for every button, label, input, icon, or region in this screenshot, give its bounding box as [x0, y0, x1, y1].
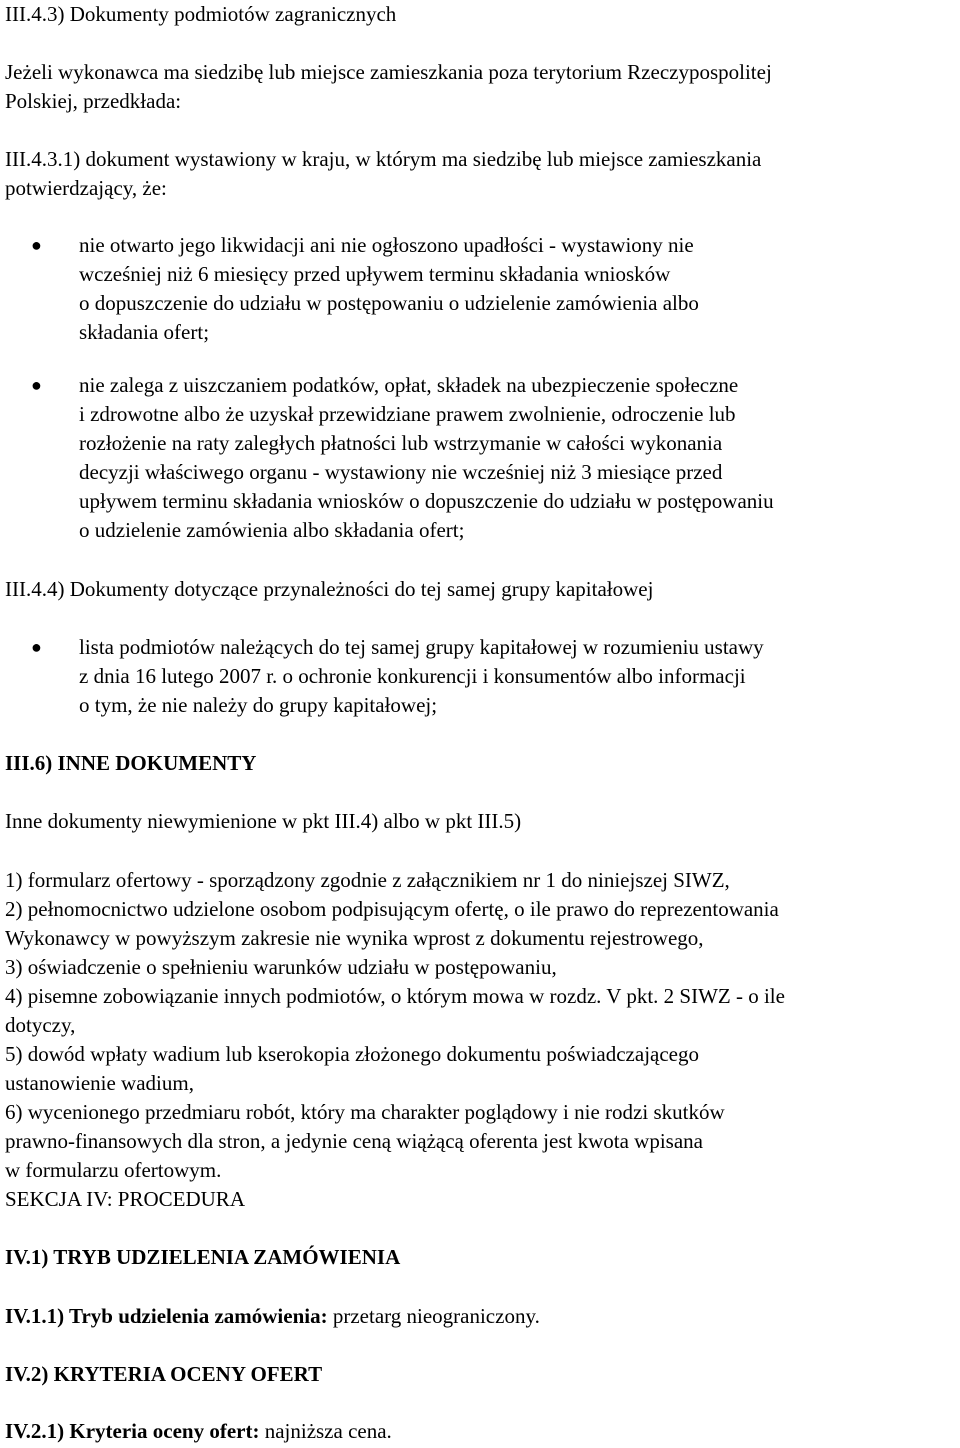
value-iv-2-1: najniższa cena. [259, 1419, 392, 1443]
list-item-line: 3) oświadczenie o spełnieniu warunków udziału w postępowaniu, [5, 955, 557, 979]
list-item-line: nie zalega z uiszczaniem podatków, opłat, składek na ubezpieczenie społeczne [79, 373, 739, 397]
list-item-line: o udzielenie zamówienia albo składania ofert; [79, 518, 465, 542]
label-iv-2-1: IV.2.1) Kryteria oceny ofert: [5, 1419, 260, 1443]
list-item-line: lista podmiotów należących do tej samej grupy kapitałowej w rozumieniu ustawy [79, 635, 764, 659]
list-item-line: dotyczy, [5, 1013, 76, 1037]
section-heading-iii-4-4: III.4.4) Dokumenty dotyczące przynależności do tej samej grupy kapitałowej [5, 577, 654, 601]
list-item-line: 5) dowód wpłaty wadium lub kserokopia złożonego dokumentu poświadczającego [5, 1042, 699, 1066]
section-heading-iv-1: IV.1) TRYB UDZIELENIA ZAMÓWIENIA [5, 1245, 401, 1269]
subsection-heading-iii-4-3-1: III.4.3.1) dokument wystawiony w kraju, w którym ma siedzibę lub miejsce zamieszkania [5, 147, 762, 171]
paragraph-line: Inne dokumenty niewymienione w pkt III.4) albo w pkt III.5) [5, 809, 522, 833]
section-heading-iv-2: IV.2) KRYTERIA OCENY OFERT [5, 1362, 323, 1386]
list-item-line: składania ofert; [79, 320, 210, 344]
list-item-line: 2) pełnomocnictwo udzielone osobom podpisującym ofertę, o ile prawo do reprezentowania [5, 897, 779, 921]
bullet-dot-icon: ● [31, 637, 42, 657]
value-iv-1-1: przetarg nieograniczony. [327, 1304, 540, 1328]
list-item-line: o tym, że nie należy do grupy kapitałowej; [79, 693, 438, 717]
list-item-line: 1) formularz ofertowy - sporządzony zgodnie z załącznikiem nr 1 do niniejszej SIWZ, [5, 868, 730, 892]
paragraph-line: Jeżeli wykonawca ma siedzibę lub miejsce zamieszkania poza terytorium Rzeczypospolitej [5, 60, 772, 84]
list-item-line: 4) pisemne zobowiązanie innych podmiotów, o którym mowa w rozdz. V pkt. 2 SIWZ - o ile [5, 984, 785, 1008]
paragraph-line: potwierdzający, że: [5, 176, 167, 200]
list-item-line: nie otwarto jego likwidacji ani nie ogłoszono upadłości - wystawiony nie [79, 233, 694, 257]
list-item-line: ustanowienie wadium, [5, 1071, 194, 1095]
list-item-line: w formularzu ofertowym. [5, 1158, 222, 1182]
list-item-line: prawno-finansowych dla stron, a jedynie ceną wiążącą oferenta jest kwota wpisana [5, 1129, 703, 1153]
section-heading-iv: SEKCJA IV: PROCEDURA [5, 1187, 245, 1211]
list-item-line: z dnia 16 lutego 2007 r. o ochronie konkurencji i konsumentów albo informacji [79, 664, 746, 688]
list-item-line: 6) wycenionego przedmiaru robót, który ma charakter poglądowy i nie rodzi skutków [5, 1100, 725, 1124]
list-item-line: i zdrowotne albo że uzyskał przewidziane prawem zwolnienie, odroczenie lub [79, 402, 736, 426]
section-heading-iii-4-3: III.4.3) Dokumenty podmiotów zagranicznych [5, 2, 397, 26]
list-item-line: upływem terminu składania wniosków o dopuszczenie do udziału w postępowaniu [79, 489, 774, 513]
label-iv-1-1: IV.1.1) Tryb udzielenia zamówienia: [5, 1304, 328, 1328]
paragraph-iv-2-1 [5, 1417, 392, 1446]
list-item-line: decyzji właściwego organu - wystawiony nie wcześniej niż 3 miesiące przed [79, 460, 723, 484]
list-item-line: rozłożenie na raty zaległych płatności lub wstrzymanie w całości wykonania [79, 431, 723, 455]
list-item-line: wcześniej niż 6 miesięcy przed upływem terminu składania wniosków [79, 262, 671, 286]
paragraph-line: Polskiej, przedkłada: [5, 89, 182, 113]
bullet-dot-icon: ● [31, 235, 42, 255]
section-heading-iii-6: III.6) INNE DOKUMENTY [5, 751, 257, 775]
list-item-line: Wykonawcy w powyższym zakresie nie wynika wprost z dokumentu rejestrowego, [5, 926, 704, 950]
bullet-dot-icon: ● [31, 375, 42, 395]
paragraph-iv-1-1 [5, 1302, 540, 1331]
list-item-line: o dopuszczenie do udziału w postępowaniu o udzielenie zamówienia albo [79, 291, 699, 315]
